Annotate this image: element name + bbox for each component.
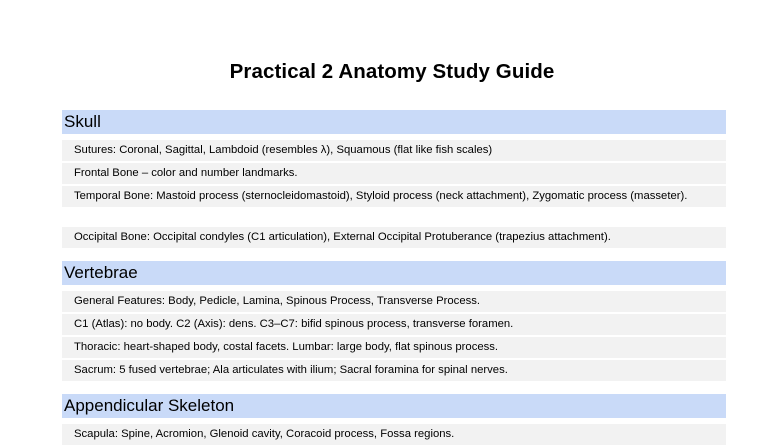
- list-item: Temporal Bone: Mastoid process (sternocleidomastoid), Styloid process (neck attachment), Zygomatic process (masseter).: [62, 186, 726, 207]
- list-item: Occipital Bone: Occipital condyles (C1 articulation), External Occipital Protuberance (trapezius attachment).: [62, 227, 726, 248]
- list-item: Sutures: Coronal, Sagittal, Lambdoid (resembles λ), Squamous (flat like fish scales): [62, 140, 726, 161]
- list-item: General Features: Body, Pedicle, Lamina, Spinous Process, Transverse Process.: [62, 291, 726, 312]
- list-item: Frontal Bone – color and number landmarks.: [62, 163, 726, 184]
- list-item: C1 (Atlas): no body. C2 (Axis): dens. C3–C7: bifid spinous process, transverse foramen.: [62, 314, 726, 335]
- list-item: Thoracic: heart-shaped body, costal facets. Lumbar: large body, flat spinous process.: [62, 337, 726, 358]
- section-heading-vertebrae: Vertebrae: [62, 261, 726, 285]
- list-item: Scapula: Spine, Acromion, Glenoid cavity, Coracoid process, Fossa regions.: [62, 424, 726, 445]
- section-heading-skull: Skull: [62, 110, 726, 134]
- list-item: Sacrum: 5 fused vertebrae; Ala articulates with ilium; Sacral foramina for spinal nerves.: [62, 360, 726, 381]
- page-title: Practical 2 Anatomy Study Guide: [229, 60, 555, 83]
- section-heading-appendicular-skeleton: Appendicular Skeleton: [62, 394, 726, 418]
